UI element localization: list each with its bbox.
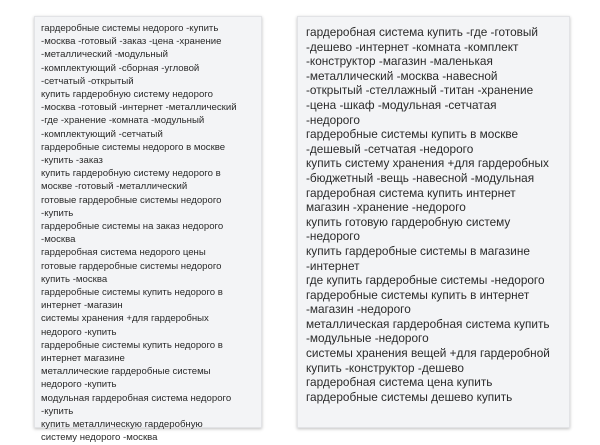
keyword-line: москве -готовый -металлический: [41, 181, 188, 193]
left-keyword-list: [34, 16, 262, 444]
keyword-line: недорого -купить: [41, 379, 117, 391]
keyword-line: систему недорого -москва: [41, 432, 158, 444]
keyword-line: -металлический -модульный: [41, 49, 168, 61]
keyword-line: готовые гардеробные системы недорого: [41, 194, 222, 206]
keyword-line: -москва -готовый -интернет -металлический: [41, 102, 237, 114]
keyword-line: купить гардеробную систему недорого: [41, 89, 213, 101]
keyword-line: -магазин -недорого: [306, 302, 411, 317]
keyword-line: -купить: [41, 207, 74, 219]
keyword-line: готовые гардеробные системы недорого: [41, 260, 222, 272]
keyword-line: гардеробные системы купить недорого в: [41, 339, 223, 351]
keyword-line: -комплектующий -сборная -угловой: [41, 62, 200, 74]
keyword-line: -дешево -интернет -комната -комплект: [306, 39, 519, 54]
keyword-line: интернет -магазин: [41, 300, 123, 312]
keyword-line: -комплектующий -сетчатый: [41, 128, 163, 140]
keyword-line: купить систему хранения +для гардеробных: [306, 156, 549, 171]
keyword-line: -купить: [41, 405, 74, 417]
keyword-line: -модульные -недорого: [306, 331, 429, 346]
keyword-line: купить гардеробные системы в магазине: [306, 243, 530, 258]
keyword-line: -цена -шкаф -модульная -сетчатая: [306, 97, 497, 112]
keyword-line: модульная гардеробная система недорого: [41, 392, 232, 404]
keyword-line: купить -конструктор -дешево: [306, 360, 464, 375]
keyword-line: -недорого: [306, 112, 360, 127]
keyword-line: -купить -заказ: [41, 155, 103, 167]
keyword-line: гардеробные системы дешево купить: [306, 389, 513, 404]
keyword-line: купить -москва: [41, 273, 108, 285]
keyword-line: -сетчатый -открытый: [41, 75, 134, 87]
keyword-line: металлические гардеробные системы: [41, 366, 211, 378]
keyword-line: магазин -хранение -недорого: [306, 200, 466, 215]
keyword-line: гардеробные системы недорого -купить: [41, 23, 219, 34]
keyword-line: недорого -купить: [41, 326, 117, 338]
keyword-line: интернет магазине: [41, 353, 125, 365]
keyword-line: -недорого: [306, 229, 360, 244]
keyword-line: системы хранения вещей +для гардеробной: [306, 346, 550, 361]
keyword-line: -бюджетный -вещь -навесной -модульная: [306, 170, 535, 185]
keyword-line: -интернет: [306, 258, 360, 273]
keyword-line: -москва: [41, 234, 76, 246]
keyword-line: -дешевый -сетчатая -недорого: [306, 141, 474, 156]
keyword-line: гардеробные системы купить в москве: [306, 127, 519, 142]
keyword-line: гардеробная система купить интернет: [306, 185, 516, 200]
keyword-line: гардеробные системы купить недорого в: [41, 287, 223, 299]
keyword-line: гардеробная система купить -где -готовый: [306, 25, 538, 39]
keyword-line: где купить гардеробные системы -недорого: [306, 273, 545, 288]
keyword-line: гардеробная система цена купить: [306, 375, 493, 390]
keyword-line: гардеробные системы недорого в москве: [41, 141, 226, 153]
right-keyword-list: [297, 16, 570, 428]
keyword-line: гардеробные системы купить в интернет: [306, 287, 530, 302]
keyword-line: -конструктор -магазин -маленькая: [306, 54, 493, 69]
keyword-line: металлическая гардеробная система купить: [306, 316, 550, 331]
keyword-line: -москва -готовый -заказ -цена -хранение: [41, 36, 222, 48]
keyword-line: гардеробная система недорого цены: [41, 247, 206, 259]
keyword-line: -металлический -москва -навесной: [306, 68, 498, 83]
keyword-line: -открытый -стеллажный -титан -хранение: [306, 83, 534, 98]
keyword-line: -где -хранение -комната -модульный: [41, 115, 205, 127]
keyword-line: гардеробные системы на заказ недорого: [41, 221, 224, 233]
keyword-line: купить готовую гардеробную систему: [306, 214, 511, 229]
keyword-line: купить металлическую гардеробную: [41, 419, 203, 431]
keyword-line: системы хранения +для гардеробных: [41, 313, 209, 325]
keyword-line: купить гардеробную систему недорого в: [41, 168, 221, 180]
